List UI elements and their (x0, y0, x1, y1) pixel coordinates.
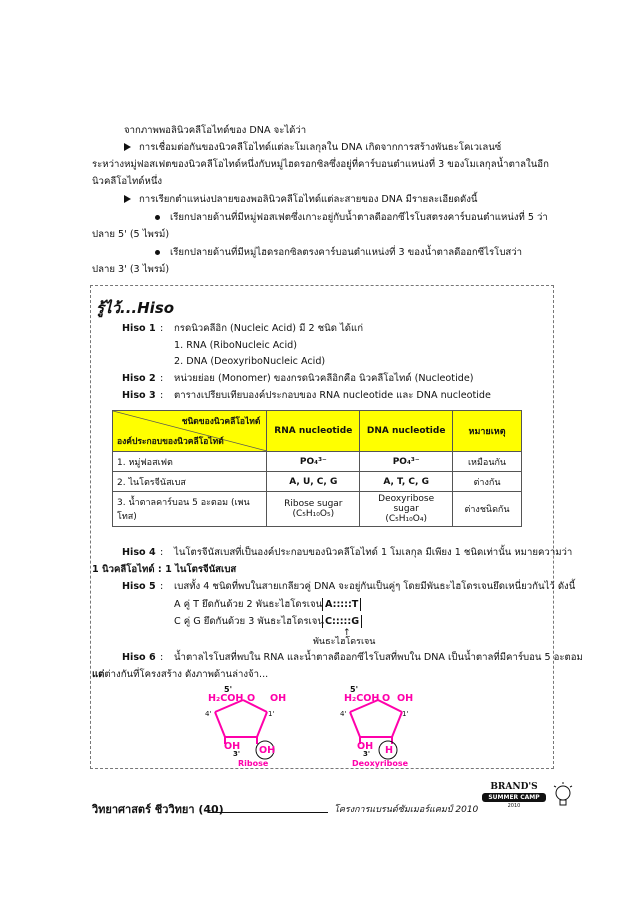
colon: : (160, 581, 164, 592)
footer-rule (208, 812, 328, 813)
intro-dot (155, 246, 522, 259)
ribose-c1: 1' (268, 710, 275, 718)
colon: : (160, 390, 164, 401)
hiso6-label: Hiso 6 (122, 652, 156, 663)
row-rna: PO₄³⁻ (267, 452, 360, 472)
logo-mid: SUMMER CAMP (482, 793, 546, 802)
dot-text: เรียกปลายด้านที่มีหมู่ไฮดรอกซิลตรงคาร์บอนตำแหน่งที่ 3 ของน้ำตาลดีออกซีไรโบสว่า (170, 247, 523, 258)
pair-cg-diagram: C:::::G (322, 615, 362, 628)
bullet-text: การเชื่อมต่อกันของนิวคลีโอไทด์แต่ละโมเลกุลใน DNA เกิดจากการสร้างพันธะโคเวเลนซ์ (139, 142, 502, 153)
pair-cg: C คู่ G ยึดกันด้วย 3 พันธะไฮโดรเจน (174, 616, 324, 627)
row-note: ต่างชนิดกัน (453, 492, 522, 527)
intro-line: จากภาพพอลินิวคลีโอไทด์ของ DNA จะได้ว่า (124, 125, 307, 136)
header-top: ชนิดของนิวคลีโอไทด์ (181, 417, 261, 427)
hiso1-item: 2. DNA (DeoxyriboNucleic Acid) (174, 356, 326, 367)
intro-text: ระหว่างหมู่ฟอสเฟตของนิวคลีโอไทด์หนึ่งกับหมู่ไฮดรอกซิลซึ่งอยู่ที่คาร์บอนตำแหน่งที่ 3 ของโมเลกุลน้ำตาลในอีก (92, 159, 549, 170)
logo-year: 2010 (507, 803, 521, 809)
table-row (113, 472, 522, 492)
lightbulb-icon (552, 782, 574, 810)
ribose-c3: 3' (233, 750, 241, 758)
hiso1-text: กรดนิวคลีอิก (Nucleic Acid) มี 2 ชนิด ได้แก่ (174, 323, 364, 334)
hiso2-label: Hiso 2 (122, 373, 156, 384)
ribose-ring (215, 700, 267, 744)
hiso6-text: น้ำตาลไรโบสที่พบใน RNA และน้ำตาลดีออกซีไรโบสที่พบใน DNA เป็นน้ำตาลที่มีคาร์บอน 5 อะตอม (174, 652, 583, 663)
hiso5-label: Hiso 5 (122, 581, 156, 592)
hiso2-text: หน่วยย่อย (Monomer) ของกรดนิวคลีอิกคือ นิวคลีโอไทด์ (Nucleotide) (174, 373, 474, 384)
deoxy-c5: 5' (350, 685, 359, 694)
dna-sugar: Deoxyribose sugar (378, 494, 435, 514)
header-diagonal-cell (113, 411, 267, 452)
hiso3-label: Hiso 3 (122, 390, 156, 401)
row-rna (267, 492, 360, 527)
row-note: เหมือนกัน (453, 452, 522, 472)
deoxy-c4: 4' (340, 710, 347, 718)
hiso6-cont-text: ต่างกันที่โครงสร้าง ดังภาพด้านล่างจ้า... (104, 669, 269, 680)
logo-top: BRAND'S (490, 782, 538, 792)
hiso4-label: Hiso 4 (122, 547, 156, 558)
col-dna: DNA nucleotide (360, 411, 453, 452)
hiso5-text: เบสทั้ง 4 ชนิดที่พบในสายเกลียวคู่ DNA จะอยู่กันเป็นคู่ๆ โดยมีพันธะไฮโดรเจนยึดเหนี่ยวกันไว้ ดังนี้ (174, 581, 576, 592)
hiso3-text: ตารางเปรียบเทียบองค์ประกอบของ RNA nucleotide และ DNA nucleotide (174, 390, 491, 401)
ribose-c5: 5' (224, 685, 233, 694)
dot-bullet-icon (155, 250, 160, 255)
intro-text: นิวคลีโอไทด์หนึ่ง (92, 176, 163, 187)
deoxy-c1: 1' (402, 710, 409, 718)
deoxy-c3: 3' (363, 750, 371, 758)
deoxyribose-ring (350, 700, 402, 744)
ribose-oh3: OH (224, 741, 241, 752)
bullet-text: การเรียกตำแหน่งปลายของพอลินิวคลีโอไทด์แต่ละสายของ DNA มีรายละเอียดดังนี้ (139, 194, 478, 205)
intro-text: ปลาย 5' (5 ไพรม์) (92, 229, 170, 240)
footer-left: วิทยาศาสตร์ ชีววิทยา (40) (92, 803, 224, 816)
table-header-row (113, 411, 522, 452)
rna-formula: (C₅H₁₀O₅) (292, 509, 335, 519)
ribose-ch2oh: H₂COH (208, 693, 244, 704)
row-label: 2. ไนโตรจีนัสเบส (113, 472, 267, 492)
col-note: หมายเหตุ (453, 411, 522, 452)
arrow-bullet-icon (124, 143, 131, 151)
hiso-title: รู้ไว้...Hiso (96, 299, 175, 317)
deoxy-oh-top: OH (397, 693, 414, 704)
intro-bullet (124, 193, 477, 206)
hiso6-cont (92, 668, 268, 681)
row-dna (360, 492, 453, 527)
ribose-c4: 4' (205, 710, 212, 718)
deoxy-oh3: OH (357, 741, 374, 752)
dot-text: เรียกปลายด้านที่มีหมู่ฟอสเฟตซึ่งเกาะอยู่กับน้ำตาลดีออกซีไรโบสตรงคาร์บอนตำแหน่งที่ 5 ว่า (170, 212, 548, 223)
arrow-bullet-icon (124, 195, 131, 203)
row-label: 3. น้ำตาลคาร์บอน 5 อะตอม (เพนโทส) (113, 492, 267, 527)
rna-sugar: Ribose sugar (284, 499, 343, 509)
intro-bullet (124, 141, 501, 154)
ribose-oh-top: OH (270, 693, 287, 704)
ribose-oh2: OH (259, 745, 276, 756)
deoxy-o: O (382, 693, 391, 704)
dot-bullet-icon (155, 215, 160, 220)
intro-dot (155, 211, 548, 224)
pair-at: A คู่ T ยึดกันด้วย 2 พันธะไฮโดรเจน (174, 599, 323, 610)
col-rna: RNA nucleotide (267, 411, 360, 452)
hbond-label: พันธะไฮโดรเจน (313, 637, 376, 647)
brands-logo (478, 782, 550, 820)
hiso4-text: ไนโตรจีนัสเบสที่เป็นองค์ประกอบของนิวคลีโอไทด์ 1 โมเลกุล มีเพียง 1 ชนิดเท่านั้น หมายความว่า (174, 547, 573, 558)
hiso1-label: Hiso 1 (122, 323, 156, 334)
header-bottom: องค์ประกอบของนิวคลีโอไทด์ (117, 437, 224, 447)
row-label: 1. หมู่ฟอสเฟต (113, 452, 267, 472)
row-dna: PO₄³⁻ (360, 452, 453, 472)
colon: : (160, 547, 164, 558)
deoxy-ch2oh: H₂COH (344, 693, 380, 704)
intro-text: ปลาย 3' (3 ไพรม์) (92, 264, 170, 275)
comparison-table (112, 410, 522, 527)
row-rna: A, U, C, G (267, 472, 360, 492)
hiso4-cont: 1 นิวคลีโอไทด์ : 1 ไนโตรจีนัสเบส (92, 564, 237, 575)
deoxy-name: Deoxyribose (352, 759, 409, 768)
ribose-o: O (247, 693, 256, 704)
row-dna: A, T, C, G (360, 472, 453, 492)
hiso6-bold: แต่ (92, 669, 105, 680)
colon: : (160, 323, 164, 334)
dna-formula: (C₅H₁₀O₄) (385, 514, 427, 524)
deoxy-h2: H (385, 745, 394, 756)
colon: : (160, 652, 164, 663)
hiso1-item: 1. RNA (RiboNucleic Acid) (174, 340, 297, 351)
table-row (113, 452, 522, 472)
table-row (113, 492, 522, 527)
row-note: ต่างกัน (453, 472, 522, 492)
ribose-name: Ribose (238, 759, 269, 768)
arrow-up-icon: ↑ (343, 628, 351, 638)
pair-at-diagram: A:::::T (322, 598, 361, 611)
colon: : (160, 373, 164, 384)
footer-right: โครงการแบรนด์ซัมเมอร์แคมป์ 2010 (334, 805, 479, 815)
